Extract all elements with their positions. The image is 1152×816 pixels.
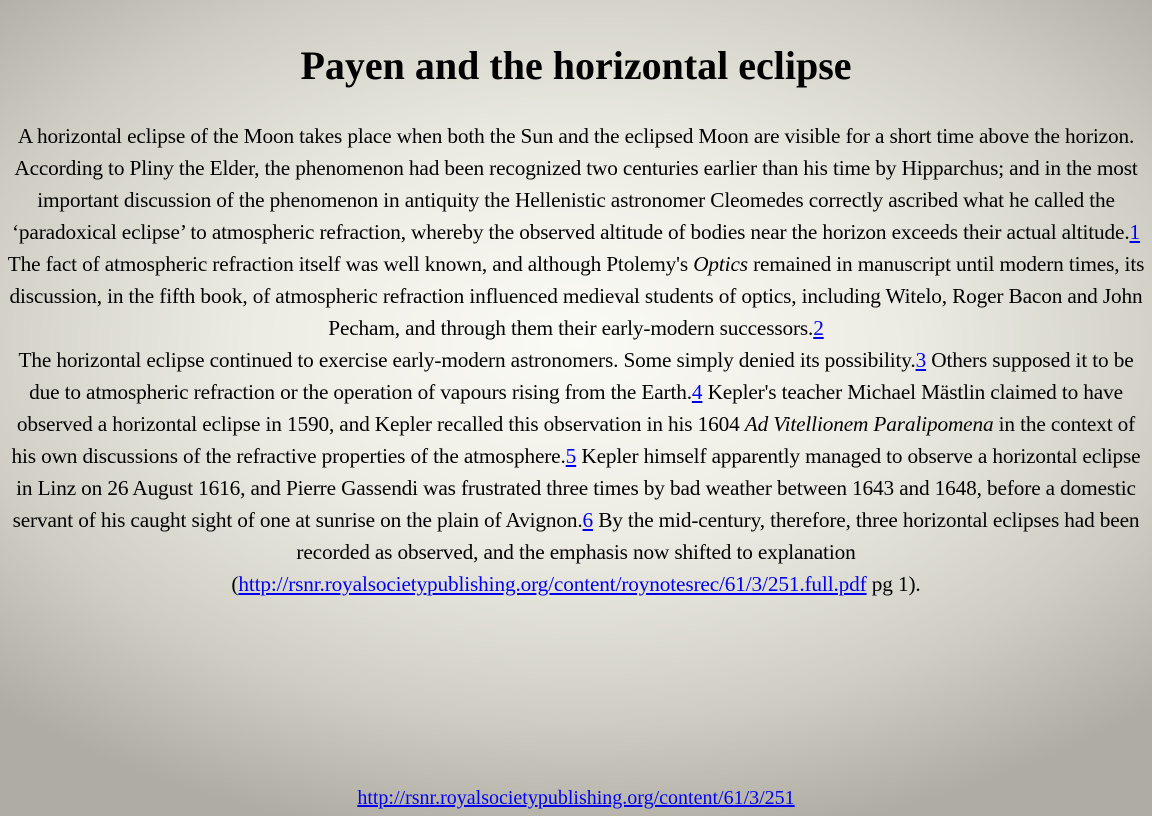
- paragraph-1-text-1: A horizontal eclipse of the Moon takes place when both the Sun and the eclipsed Moon are visible for a short time above the horizon. According to Pliny the Elder, the phenomenon had been recognized two centuries earlier than his time by Hipparchus; and in the most important discussion of the phenomenon in antiquity the Hellenistic astronomer Cleomedes correctly ascribed what he called the ‘paradoxical eclipse’ to atmospheric refraction, whereby the observed altitude of bodies near the horizon exceeds their actual altitude.: [11, 124, 1138, 244]
- paragraph-2-text-4: in the context of his own discussions of the refractive properties of the atmosphere.: [11, 412, 1136, 468]
- footnote-link-2[interactable]: 2: [813, 316, 824, 340]
- pdf-link[interactable]: http://rsnr.royalsocietypublishing.org/content/roynotesrec/61/3/251.full.pdf: [238, 572, 867, 596]
- paragraph-2: [5, 344, 1147, 600]
- paralipomena-title-italic: Ad Vitellionem Paralipomena: [744, 412, 994, 436]
- footnote-link-3[interactable]: 3: [915, 348, 927, 372]
- source-link[interactable]: http://rsnr.royalsocietypublishing.org/content/61/3/251: [357, 787, 795, 809]
- paragraph-2-text-5: Kepler himself apparently managed to observe a horizontal eclipse in Linz on 26 August 1616, and Pierre Gassendi was frustrated three times by bad weather between 1643 and 1648, before a domestic servant of his caught sight of one at sunrise on the plain of Avignon.: [12, 444, 1141, 532]
- footnote-link-4[interactable]: 4: [691, 380, 703, 404]
- paragraph-2-text-7: pg 1).: [866, 572, 921, 596]
- paragraph-1-text-2: The fact of atmospheric refraction itself was well known, and although Ptolemy's: [7, 252, 694, 276]
- source-line: [0, 784, 1152, 812]
- slide-title: Payen and the horizontal eclipse: [300, 43, 852, 88]
- paragraph-1-text-3: remained in manuscript until modern times, its discussion, in the fifth book, of atmospheric refraction influenced medieval students of optics, including Witelo, Roger Bacon and John Pecham, and through them their early-modern successors.: [9, 252, 1145, 340]
- footnote-link-1[interactable]: 1: [1129, 220, 1141, 244]
- paragraph-2-text-3: Kepler's teacher Michael Mästlin claimed to have observed a horizontal eclipse in 1590, and Kepler recalled this observation in his 1604: [16, 380, 1123, 436]
- paragraph-1: [5, 120, 1147, 344]
- footnote-link-5[interactable]: 5: [565, 444, 577, 468]
- body-text: [5, 120, 1147, 600]
- footnote-link-6[interactable]: 6: [582, 508, 594, 532]
- optics-title-italic: Optics: [693, 252, 748, 276]
- paragraph-2-text-6: By the mid-century, therefore, three horizontal eclipses had been recorded as observed, and the emphasis now shifted to explanation (: [231, 508, 1140, 596]
- paragraph-2-text-2: Others supposed it to be due to atmospheric refraction or the operation of vapours rising from the Earth.: [29, 348, 1134, 404]
- paragraph-2-text-1: The horizontal eclipse continued to exercise early-modern astronomers. Some simply denied its possibility.: [18, 348, 916, 372]
